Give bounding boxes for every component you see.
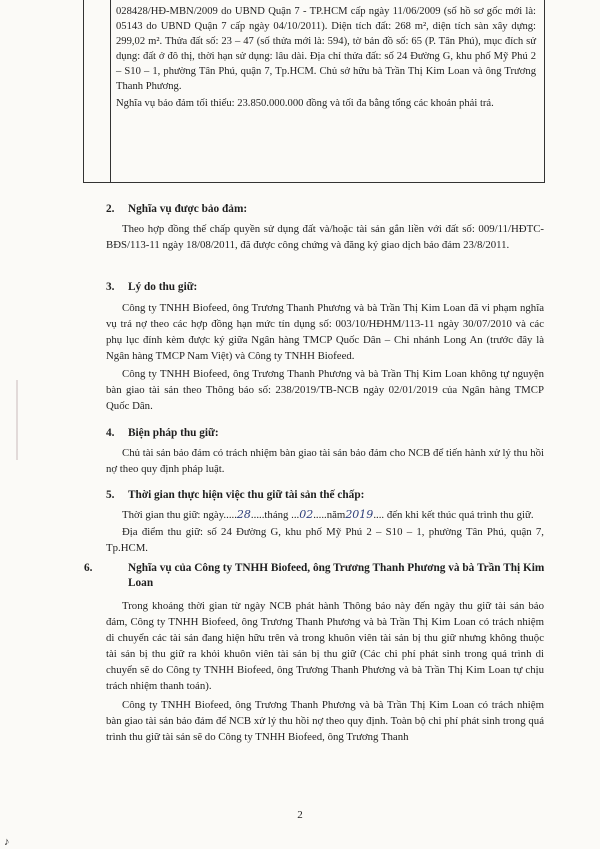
section-6-paragraph-2	[106, 697, 544, 745]
year-label: năm	[326, 509, 346, 521]
section-2-paragraph	[106, 221, 544, 253]
section-4-paragraph	[106, 445, 544, 477]
section-title: Thời gian thực hiện việc thu giữ tài sản thế chấp:	[128, 489, 365, 501]
section-3-paragraph-2	[106, 366, 544, 414]
margin-mark-icon: ♪	[4, 836, 10, 848]
handwritten-year: 2019	[345, 508, 374, 521]
section-6-heading	[84, 561, 568, 591]
handwritten-day: 28	[236, 508, 251, 521]
section-3-paragraph-1	[106, 300, 544, 364]
paragraph-text: Công ty TNHH Biofeed, ông Trương Thanh Phương và bà Trần Thị Kim Loan không tự nguyện bàn giao tài sản theo Thông báo số: 238/2019/TB-NCB ngày 02/01/2019 của Ngân hàng TMCP Quốc Dân.	[106, 368, 544, 412]
paragraph-text: Theo hợp đồng thế chấp quyền sử dụng đất và/hoặc tài sản gắn liền với đất số: 009/11/HĐTC-BĐS/113-11 ngày 18/08/2011, đã được công chứng và đăng ký giao dịch bảo đảm 23/8/2011.	[106, 223, 544, 251]
time-prefix: Thời gian thu giữ: ngày	[122, 509, 224, 521]
table-index-column	[84, 0, 111, 182]
section-title: Nghĩa vụ của Công ty TNHH Biofeed, ông Trương Thanh Phương và bà Trần Thị Kim Loan	[128, 562, 545, 589]
section-title: Lý do thu giữ:	[128, 281, 198, 293]
paragraph-text: Trong khoảng thời gian từ ngày NCB phát hành Thông báo này đến ngày thu giữ tài sản bảo đảm, Công ty TNHH Biofeed, ông Trương Thanh Phương và bà Trần Thị Kim Loan có trách nhiệm di chuyển các tài sản đang hiện hữu trên và trong khuôn viên tài sản bị thu giữ nhưng không thuộc tài sản bị thu giữ ra khỏi khuôn viên tài sản bị thu giữ (Các chi phí phát sinh trong quá trình di chuyển sẽ do Công ty TNHH Biofeed, ông Trương Thanh Phương và bà Trần Thị Kim Loan tự chịu trách nhiệm thanh toán).	[106, 600, 544, 692]
seizure-place-line	[106, 524, 544, 556]
section-number: 3.	[106, 281, 115, 293]
table-line-obligation: Nghĩa vụ bảo đảm tối thiểu: 23.850.000.000 đồng và tối đa bằng tổng các khoản phải trả.	[116, 98, 494, 109]
asset-table	[83, 0, 545, 183]
paragraph-text: Chủ tài sản bảo đảm có trách nhiệm bàn giao tài sản bảo đảm cho NCB để tiến hành xử lý thu hồi nợ theo quy định pháp luật.	[106, 447, 544, 475]
paragraph-text: Công ty TNHH Biofeed, ông Trương Thanh Phương và bà Trần Thị Kim Loan có trách nhiệm bàn giao tài sản bảo đảm để NCB xử lý thu hồi nợ theo quy định. Toàn bộ chi phí phát sinh trong quá trình thu giữ tài sản sẽ do Công ty TNHH Biofeed, ông Trương Thanh	[106, 699, 544, 743]
section-6-paragraph-1	[106, 598, 544, 694]
section-2-heading	[106, 202, 247, 217]
paragraph-text: Công ty TNHH Biofeed, ông Trương Thanh Phương và bà Trần Thị Kim Loan đã vi phạm nghĩa vụ trả nợ theo các hợp đồng hạn mức tín dụng số: 003/10/HĐHM/113-11 ngày 30/07/2010 và các phụ lục đính kèm được ký giữa Ngân hàng TMCP Quốc Dân – Chi nhánh Long An (trước đây là Ngân hàng TMCP Nam Việt) và Công ty TNHH Biofeed.	[106, 302, 544, 362]
page-number: 2	[297, 809, 303, 821]
section-number: 5.	[106, 489, 115, 501]
handwritten-month: 02	[299, 508, 314, 521]
place-text: Địa điểm thu giữ: số 24 Đường G, khu phố Mỹ Phú 2 – S10 – 1, phường Tân Phú, quận 7, Tp.HCM.	[106, 526, 544, 554]
month-label: tháng	[264, 509, 289, 521]
table-cell-text	[116, 4, 536, 111]
section-4-heading	[106, 426, 219, 441]
section-title: Nghĩa vụ được bảo đảm:	[128, 203, 248, 215]
section-title: Biện pháp thu giữ:	[128, 427, 219, 439]
time-suffix: đến khi kết thúc quá trình thu giữ.	[386, 509, 534, 521]
table-line-asset: 028428/HĐ-MBN/2009 do UBND Quận 7 - TP.HCM cấp ngày 11/06/2009 (số hồ sơ gốc mới là: 05143 do UBND Quận 7 cấp ngày 04/10/2011). Diện tích đất: 268 m², diện tích sàn xây dựng: 299,02 m². Thửa đất số: 23 – 47 (số thửa mới là: 594), tờ bản đồ số: 65 (P. Tân Phú), mục đích sử dụng: đất ở đô thị, thời hạn sử dụng: lâu dài. Địa chỉ thửa đất: số 24 Đường G, khu phố Mỹ Phú 2 – S10 – 1, phường Tân Phú, quận 7, Tp.HCM. Chủ sở hữu bà Trần Thị Kim Loan và ông Trương Thanh Phương.	[116, 6, 536, 92]
section-number: 4.	[106, 427, 115, 439]
section-number: 2.	[106, 203, 115, 215]
seizure-time-line: Thời gian thu giữ: ngày.....28.....tháng ...02.....năm2019.... đến khi kết thúc quá trình thu giữ.	[122, 508, 534, 521]
section-number: 6.	[84, 562, 93, 574]
side-stamp-mark	[0, 380, 18, 460]
section-3-heading	[106, 280, 197, 295]
section-5-heading	[106, 488, 364, 503]
